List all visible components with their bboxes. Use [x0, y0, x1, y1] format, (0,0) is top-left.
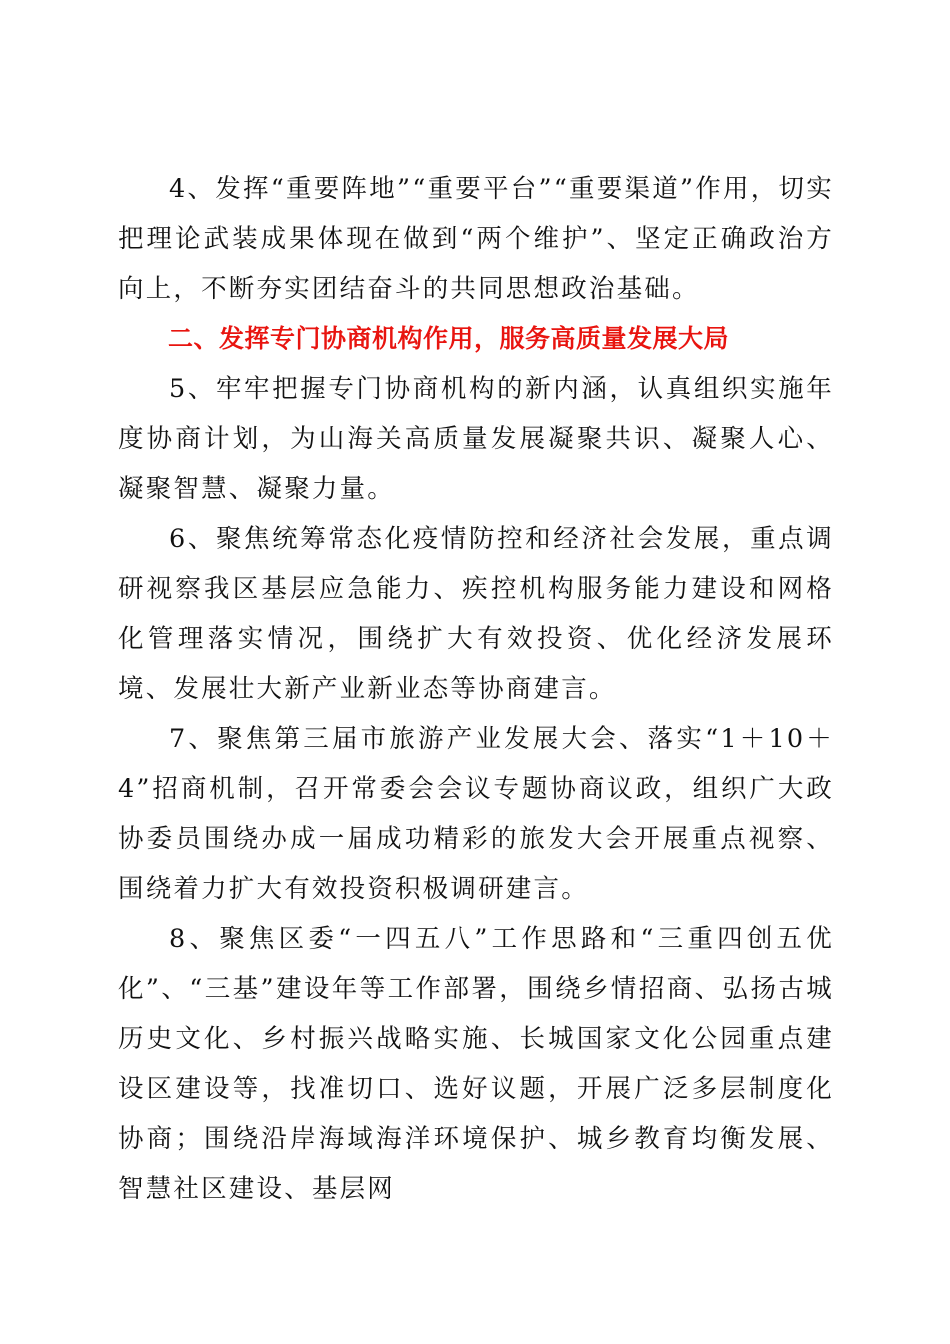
paragraph-item-5: 5、牢牢把握专门协商机构的新内涵，认真组织实施年度协商计划，为山海关高质量发展凝聚共识、凝聚人心、凝聚智慧、凝聚力量。 [118, 374, 834, 504]
document-page [118, 164, 834, 1214]
paragraph-item-6: 6、聚焦统筹常态化疫情防控和经济社会发展，重点调研视察我区基层应急能力、疾控机构服务能力建设和网格化管理落实情况，围绕扩大有效投资、优化经济发展环境、发展壮大新产业新业态等协商建言。 [118, 524, 834, 704]
paragraph-item-4: 4、发挥“重要阵地”“重要平台”“重要渠道”作用，切实把理论武装成果体现在做到“两个维护”、坚定正确政治方向上，不断夯实团结奋斗的共同思想政治基础。 [118, 174, 834, 304]
section-heading-2: 二、发挥专门协商机构作用，服务高质量发展大局 [168, 324, 730, 353]
paragraph-item-8: 8、聚焦区委“一四五八”工作思路和“三重四创五优化”、“三基”建设年等工作部署，围绕乡情招商、弘扬古城历史文化、乡村振兴战略实施、长城国家文化公园重点建设区建设等，找准切口、选好议题，开展广泛多层制度化协商；围绕沿岸海域海洋环境保护、城乡教育均衡发展、智慧社区建设、基层网 [118, 924, 834, 1204]
paragraph-item-7: 7、聚焦第三届市旅游产业发展大会、落实“1＋10＋4”招商机制，召开常委会会议专题协商议政，组织广大政协委员围绕办成一届成功精彩的旅发大会开展重点视察、围绕着力扩大有效投资积极调研建言。 [118, 724, 834, 904]
